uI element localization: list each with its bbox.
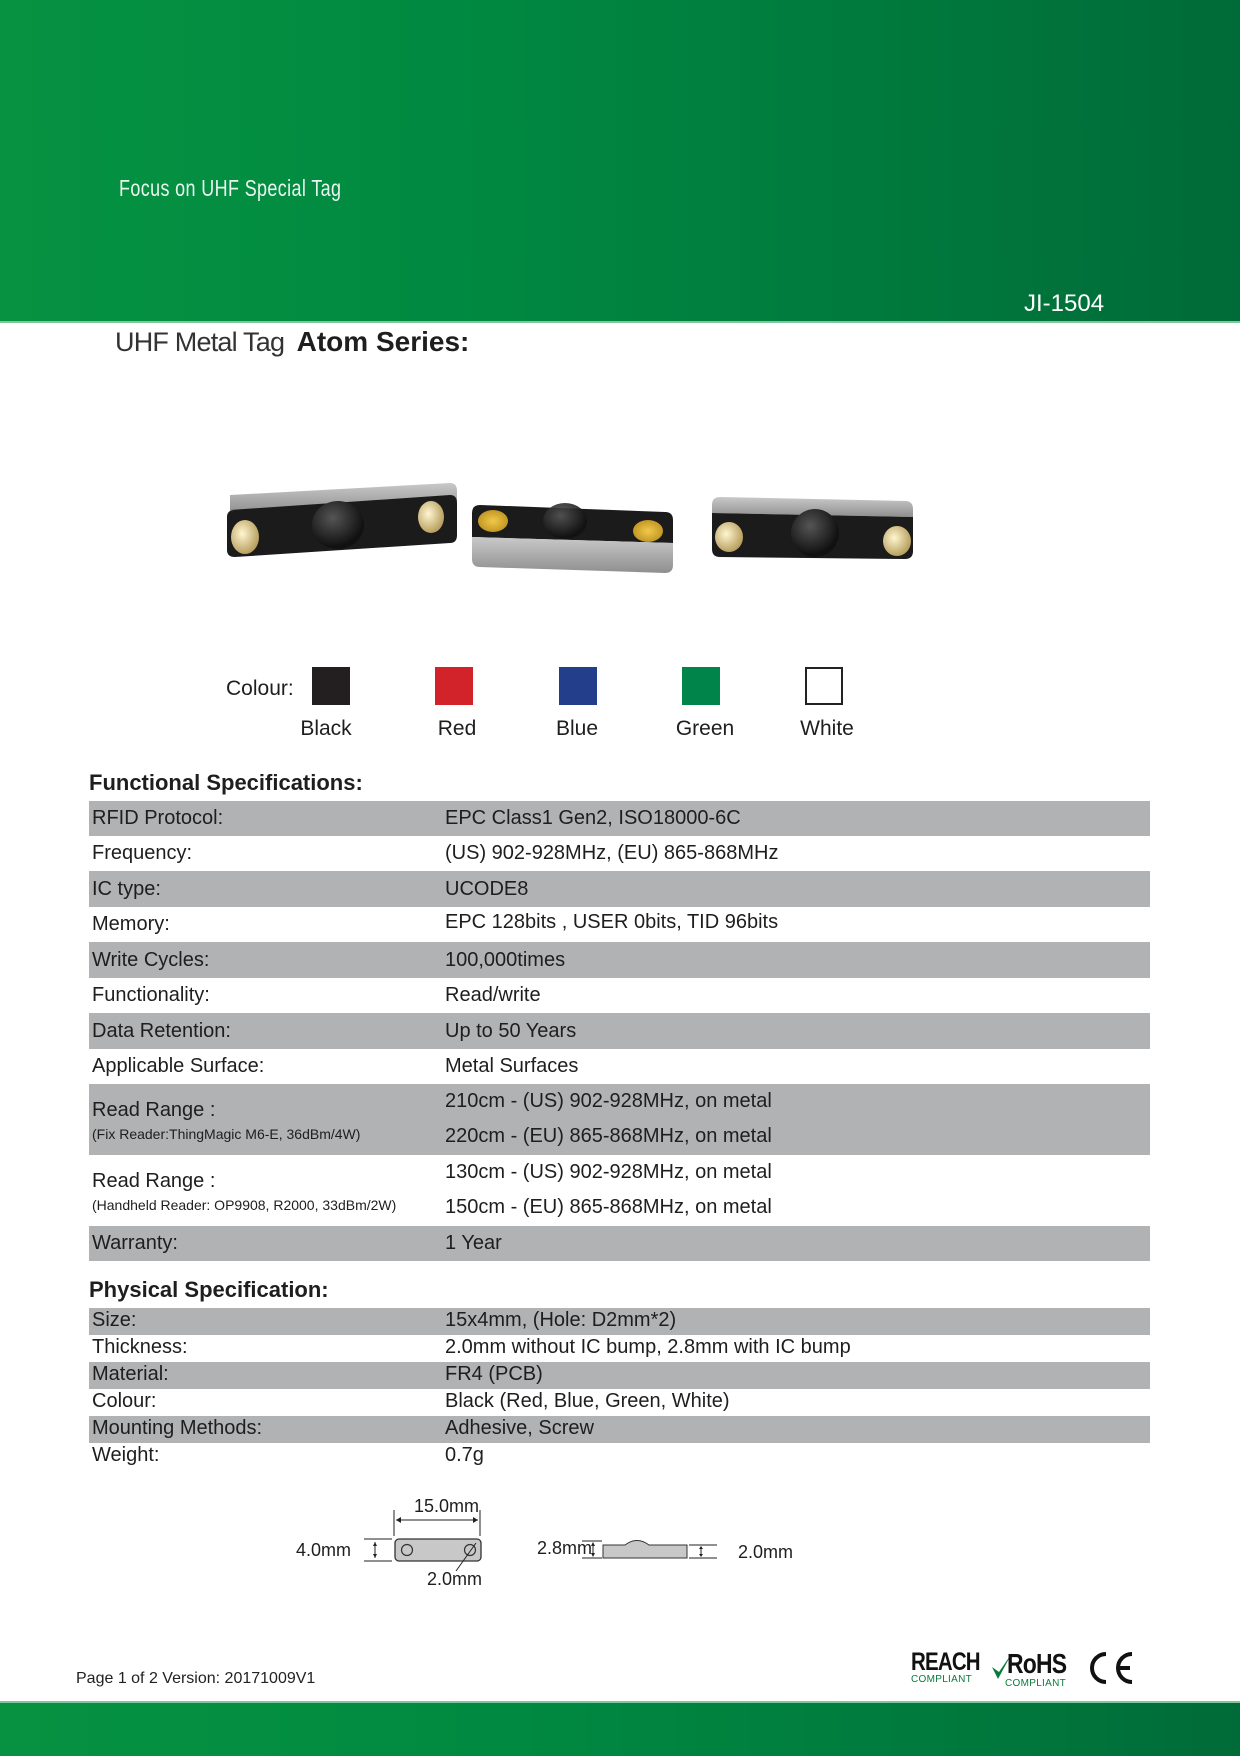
spec-value: 130cm - (US) 902-928MHz, on metal (445, 1161, 772, 1183)
spec-value: 220cm - (EU) 865-868MHz, on metal (445, 1125, 772, 1147)
spec-value: FR4 (PCB) (445, 1363, 543, 1385)
spec-value: (US) 902-928MHz, (EU) 865-868MHz (445, 842, 779, 864)
rohs-text: RoHS (1007, 1648, 1067, 1679)
spec-label: Functionality: (92, 984, 210, 1006)
tag-right (712, 497, 913, 559)
spec-sublabel: (Fix Reader:ThingMagic M6-E, 36dBm/4W) (92, 1126, 361, 1142)
spec-value: EPC 128bits , USER 0bits, TID 96bits (445, 911, 779, 933)
tag-middle (472, 503, 673, 573)
table-row (89, 1335, 1150, 1362)
spec-value: Read/write (445, 984, 541, 1006)
spec-label: Read Range : (92, 1170, 216, 1192)
swatch-label-blue: Blue (555, 717, 599, 740)
spec-value: 15x4mm, (Hole: D2mm*2) (445, 1309, 677, 1331)
spec-label: Mounting Methods: (92, 1417, 263, 1439)
swatch-label-green: Green (675, 717, 735, 740)
swatch-label-white: White (800, 717, 854, 740)
table-row (89, 942, 1150, 978)
table-row (89, 1443, 1150, 1470)
spec-label: Size: (92, 1309, 137, 1331)
spec-label: Material: (92, 1363, 169, 1385)
footer-banner (0, 1701, 1240, 1756)
dim-thickness-bump: 2.8mm (537, 1538, 593, 1558)
swatch-blue (559, 667, 597, 705)
spec-label: Thickness: (92, 1336, 188, 1358)
table-row (89, 1155, 1150, 1226)
spec-label: Frequency: (92, 842, 193, 864)
spec-label: RFID Protocol: (92, 807, 224, 829)
table-row (89, 1416, 1150, 1443)
swatch-label-black: Black (300, 717, 352, 740)
spec-value: Up to 50 Years (445, 1020, 577, 1042)
table-row (89, 1226, 1150, 1261)
spec-sublabel: (Handheld Reader: OP9908, R2000, 33dBm/2W) (92, 1197, 397, 1213)
rohs-compliant-text: COMPLIANT (1005, 1678, 1067, 1689)
spec-value: 1 Year (445, 1232, 502, 1254)
table-row (89, 801, 1150, 836)
reach-compliant-text: COMPLIANT (911, 1674, 973, 1685)
spec-value: Metal Surfaces (445, 1055, 579, 1077)
spec-label: Applicable Surface: (92, 1055, 265, 1077)
spec-label: IC type: (92, 878, 161, 900)
functional-spec-title: Functional Specifications: (89, 770, 363, 795)
spec-label: Weight: (92, 1444, 160, 1466)
model-number: JI-1504 (1024, 290, 1105, 317)
dim-thickness-base: 2.0mm (738, 1542, 794, 1562)
spec-value: EPC Class1 Gen2, ISO18000-6C (445, 807, 741, 829)
swatch-label-red: Red (437, 717, 477, 740)
dimension-drawing (280, 1480, 820, 1600)
table-row (89, 1084, 1150, 1155)
spec-value: Black (Red, Blue, Green, White) (445, 1390, 730, 1412)
physical-spec-table (89, 1308, 1150, 1470)
swatch-white (805, 667, 843, 705)
certification-logos (908, 1645, 1148, 1695)
spec-label: Memory: (92, 913, 170, 935)
ce-mark-icon (1086, 1651, 1136, 1685)
table-row (89, 871, 1150, 907)
product-photo (205, 465, 965, 575)
spec-value: 2.0mm without IC bump, 2.8mm with IC bump (445, 1336, 851, 1358)
title-series: Atom Series: (296, 326, 470, 357)
title-product-type: UHF Metal Tag (115, 327, 285, 357)
spec-label: Warranty: (92, 1232, 178, 1254)
physical-spec-title: Physical Specification: (89, 1277, 329, 1302)
reach-logo (911, 1650, 995, 1685)
table-row (89, 1013, 1150, 1049)
dim-width: 4.0mm (296, 1540, 352, 1560)
spec-value: 100,000times (445, 949, 566, 971)
tagline: Focus on UHF Special Tag (119, 175, 342, 201)
swatch-green (682, 667, 720, 705)
swatch-black (312, 667, 350, 705)
spec-value: 150cm - (EU) 865-868MHz, on metal (445, 1196, 772, 1218)
dim-length: 15.0mm (414, 1496, 480, 1516)
table-row (89, 1049, 1150, 1084)
swatch-red (435, 667, 473, 705)
page-title (115, 326, 469, 358)
ce-logo (1086, 1651, 1136, 1690)
colour-label: Colour: (226, 677, 294, 700)
dim-hole: 2.0mm (427, 1569, 483, 1589)
table-row (89, 1362, 1150, 1389)
spec-label: Data Retention: (92, 1020, 231, 1042)
spec-label: Write Cycles: (92, 949, 210, 971)
spec-value: UCODE8 (445, 878, 529, 900)
tag-left (227, 483, 457, 557)
reach-text: REACH (911, 1648, 980, 1676)
table-row (89, 978, 1150, 1013)
spec-value: Adhesive, Screw (445, 1417, 594, 1439)
table-row (89, 1308, 1150, 1335)
page-version-info: Page 1 of 2 Version: 20171009V1 (76, 1670, 316, 1687)
header-banner (0, 0, 1240, 323)
spec-label: Colour: (92, 1390, 157, 1412)
spec-value: 0.7g (445, 1444, 484, 1466)
table-row (89, 836, 1150, 871)
spec-value: 210cm - (US) 902-928MHz, on metal (445, 1090, 772, 1112)
functional-spec-table (89, 801, 1150, 1261)
table-row (89, 1389, 1150, 1416)
table-row (89, 907, 1150, 942)
spec-label: Read Range : (92, 1099, 216, 1121)
